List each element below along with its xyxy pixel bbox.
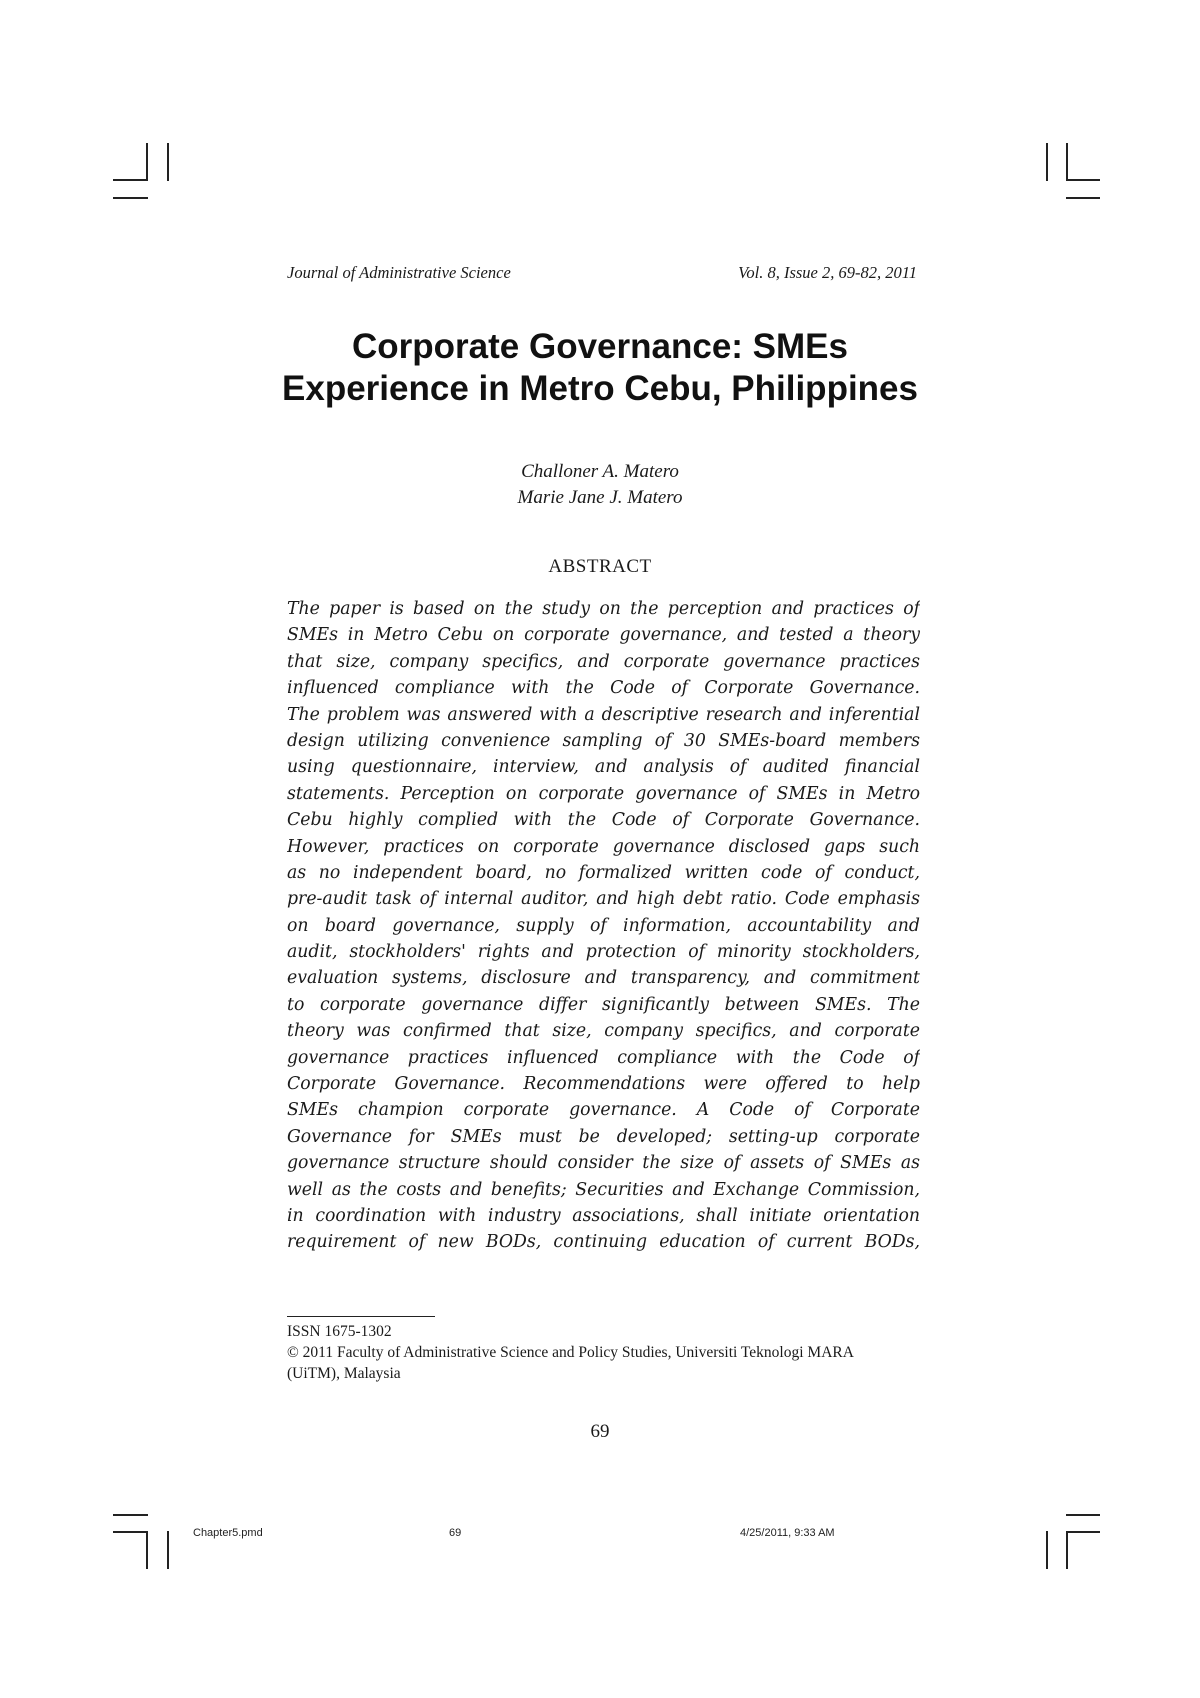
crop-mark bbox=[113, 1531, 148, 1533]
slug-page: 69 bbox=[449, 1527, 462, 1539]
abstract-line: design utilizing convenience sampling of 30 SMEs-board members bbox=[287, 730, 920, 751]
crop-mark bbox=[167, 1531, 169, 1569]
author-name: Marie Jane J. Matero bbox=[517, 487, 683, 508]
crop-mark bbox=[1066, 143, 1068, 181]
crop-mark bbox=[1066, 1531, 1068, 1569]
abstract-line: to corporate governance differ significantly between SMEs. The bbox=[287, 994, 920, 1015]
abstract-line: SMEs champion corporate governance. A Code of Corporate bbox=[287, 1100, 920, 1121]
abstract-line: audit, stockholders' rights and protection of minority stockholders, bbox=[287, 942, 920, 963]
issn: ISSN 1675-1302 bbox=[287, 1323, 392, 1340]
page-number: 69 bbox=[590, 1421, 610, 1442]
abstract-line: well as the costs and benefits; Securities and Exchange Commission, bbox=[287, 1179, 920, 1200]
abstract-line: theory was confirmed that size, company specifics, and corporate bbox=[287, 1021, 920, 1042]
abstract-line: Governance for SMEs must be developed; setting-up corporate bbox=[287, 1126, 920, 1147]
abstract-line: Corporate Governance. Recommendations were offered to help bbox=[287, 1074, 920, 1095]
abstract-line: influenced compliance with the Code of Corporate Governance. bbox=[287, 678, 920, 699]
crop-mark bbox=[1046, 1531, 1048, 1569]
crop-mark bbox=[113, 179, 148, 181]
copyright-line: (UiTM), Malaysia bbox=[287, 1365, 401, 1382]
slug-datetime: 4/25/2011, 9:33 AM bbox=[740, 1527, 835, 1539]
title-line-1: Corporate Governance: SMEs bbox=[352, 327, 848, 366]
abstract-line: statements. Perception on corporate governance of SMEs in Metro bbox=[287, 783, 920, 804]
crop-mark bbox=[113, 1514, 148, 1516]
abstract-line: on board governance, supply of information, accountability and bbox=[287, 915, 920, 936]
abstract-heading: ABSTRACT bbox=[548, 556, 652, 577]
author-name: Challoner A. Matero bbox=[521, 461, 679, 482]
running-header-journal: Journal of Administrative Science bbox=[287, 263, 511, 282]
slug-filename: Chapter5.pmd bbox=[193, 1527, 263, 1539]
abstract-line: that size, company specifics, and corporate governance practices bbox=[287, 651, 920, 672]
abstract-line: The paper is based on the study on the perception and practices of bbox=[287, 599, 920, 619]
crop-mark bbox=[1066, 1514, 1100, 1516]
footnote-divider bbox=[287, 1316, 435, 1317]
abstract-line: in coordination with industry associations, shall initiate orientation bbox=[287, 1205, 920, 1226]
abstract-line: evaluation systems, disclosure and transparency, and commitment bbox=[287, 968, 920, 989]
crop-mark bbox=[167, 143, 169, 181]
copyright-line: © 2011 Faculty of Administrative Science and Policy Studies, Universiti Teknologi MARA bbox=[287, 1344, 854, 1361]
abstract-line: governance practices influenced compliance with the Code of bbox=[287, 1047, 920, 1068]
abstract-line: The problem was answered with a descriptive research and inferential bbox=[287, 704, 920, 725]
abstract-line: as no independent board, no formalized written code of conduct, bbox=[287, 862, 920, 883]
abstract-line: governance structure should consider the size of assets of SMEs as bbox=[287, 1153, 920, 1174]
abstract-body bbox=[287, 596, 920, 1256]
abstract-line: However, practices on corporate governance disclosed gaps such bbox=[287, 836, 920, 857]
abstract-line: Cebu highly complied with the Code of Corporate Governance. bbox=[287, 810, 920, 831]
running-header-volume: Vol. 8, Issue 2, 69-82, 2011 bbox=[738, 263, 917, 282]
crop-mark bbox=[1066, 197, 1100, 199]
paper-title bbox=[0, 326, 1200, 410]
crop-mark bbox=[146, 1531, 148, 1569]
crop-mark bbox=[113, 197, 148, 199]
abstract-line: pre-audit task of internal auditor, and high debt ratio. Code emphasis bbox=[287, 889, 920, 910]
abstract-line: requirement of new BODs, continuing education of current BODs, bbox=[287, 1232, 920, 1253]
abstract-line: SMEs in Metro Cebu on corporate governance, and tested a theory bbox=[287, 625, 920, 646]
crop-mark bbox=[1066, 179, 1100, 181]
title-line-2: Experience in Metro Cebu, Philippines bbox=[282, 369, 918, 408]
crop-mark bbox=[1066, 1531, 1100, 1533]
crop-mark bbox=[146, 143, 148, 181]
crop-mark bbox=[1046, 143, 1048, 181]
abstract-line: using questionnaire, interview, and analysis of audited financial bbox=[287, 757, 920, 778]
